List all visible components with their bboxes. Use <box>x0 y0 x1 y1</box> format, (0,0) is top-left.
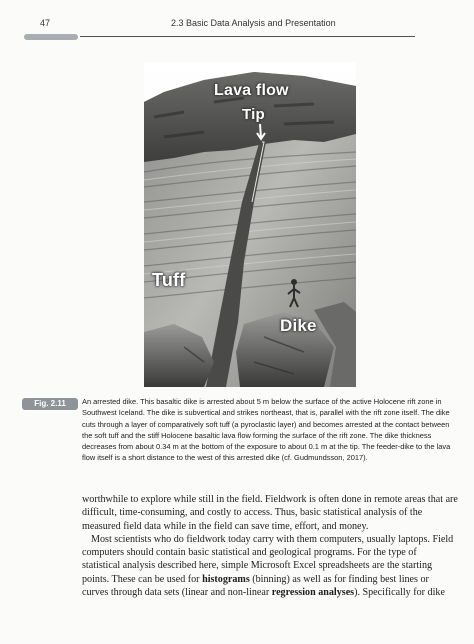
figure-number-badge: Fig. 2.11 <box>22 398 78 410</box>
body-line: worthwhile to explore while still in the field. Fieldwork is often done in remote areas that are <box>82 494 458 505</box>
running-head: 2.3 Basic Data Analysis and Presentation <box>171 18 336 28</box>
label-dike: Dike <box>280 316 317 335</box>
caption-line: the soft tuff and the stiff Holocene basaltic lava flow forming the surface of the rift zone. The dike thickness <box>82 430 432 440</box>
body-text-run: ). Specifically for dike <box>354 587 445 599</box>
figure-caption <box>82 396 451 464</box>
figure-photo <box>144 62 356 387</box>
caption-line: An arrested dike. This basaltic dike is arrested about 5 m below the surface of the active Holocene rift zone in <box>82 397 442 406</box>
body-text <box>82 493 458 599</box>
label-tip: Tip <box>242 106 265 123</box>
body-line: statistical analysis described here, simple Microsoft Excel spreadsheets are the starting <box>82 560 433 572</box>
body-text-run: curves through data sets (linear and non-linear <box>82 587 272 599</box>
page-number: 47 <box>40 18 51 28</box>
body-line: Most scientists who do fieldwork today carry with them computers, usually laptops. Field <box>91 533 454 545</box>
label-lava-flow: Lava flow <box>214 82 289 99</box>
body-text-run: (binning) as well as for finding best lines or <box>249 573 429 585</box>
term-regression-analyses: regression analyses <box>271 587 355 599</box>
label-tuff: Tuff <box>152 270 186 290</box>
caption-line: cuts through a layer of comparatively soft tuff (a pyroclastic layer) and becomes arrested at the contact between <box>82 419 450 429</box>
body-text-run: points. These can be used for <box>82 573 203 585</box>
header-tab-bar <box>24 34 78 40</box>
caption-line: decreases from about 0.34 m at the bottom of the exposure to about 0.1 m at the tip. The feeder-dike to the lava <box>82 442 451 452</box>
body-line: computers should contain basic statistical and geological programs. For the type of <box>82 547 417 559</box>
term-histograms: histograms <box>202 573 250 585</box>
body-line: measured field data while in the field can save time, effort, and money. <box>82 520 369 532</box>
body-line: difficult, time-consuming, and costly to access. Thus, basic statistical analysis of the <box>82 507 423 519</box>
header-rule <box>80 36 415 37</box>
body-line <box>82 573 429 586</box>
body-line <box>82 586 445 599</box>
caption-line: flow itself is a short distance to the west of this arrested dike (cf. Gudmundsson, 2017). <box>82 453 368 463</box>
caption-line: Southwest Iceland. The dike is subvertical and strikes northeast, that is, parallel with the rift zone itself. The dike <box>82 408 450 418</box>
